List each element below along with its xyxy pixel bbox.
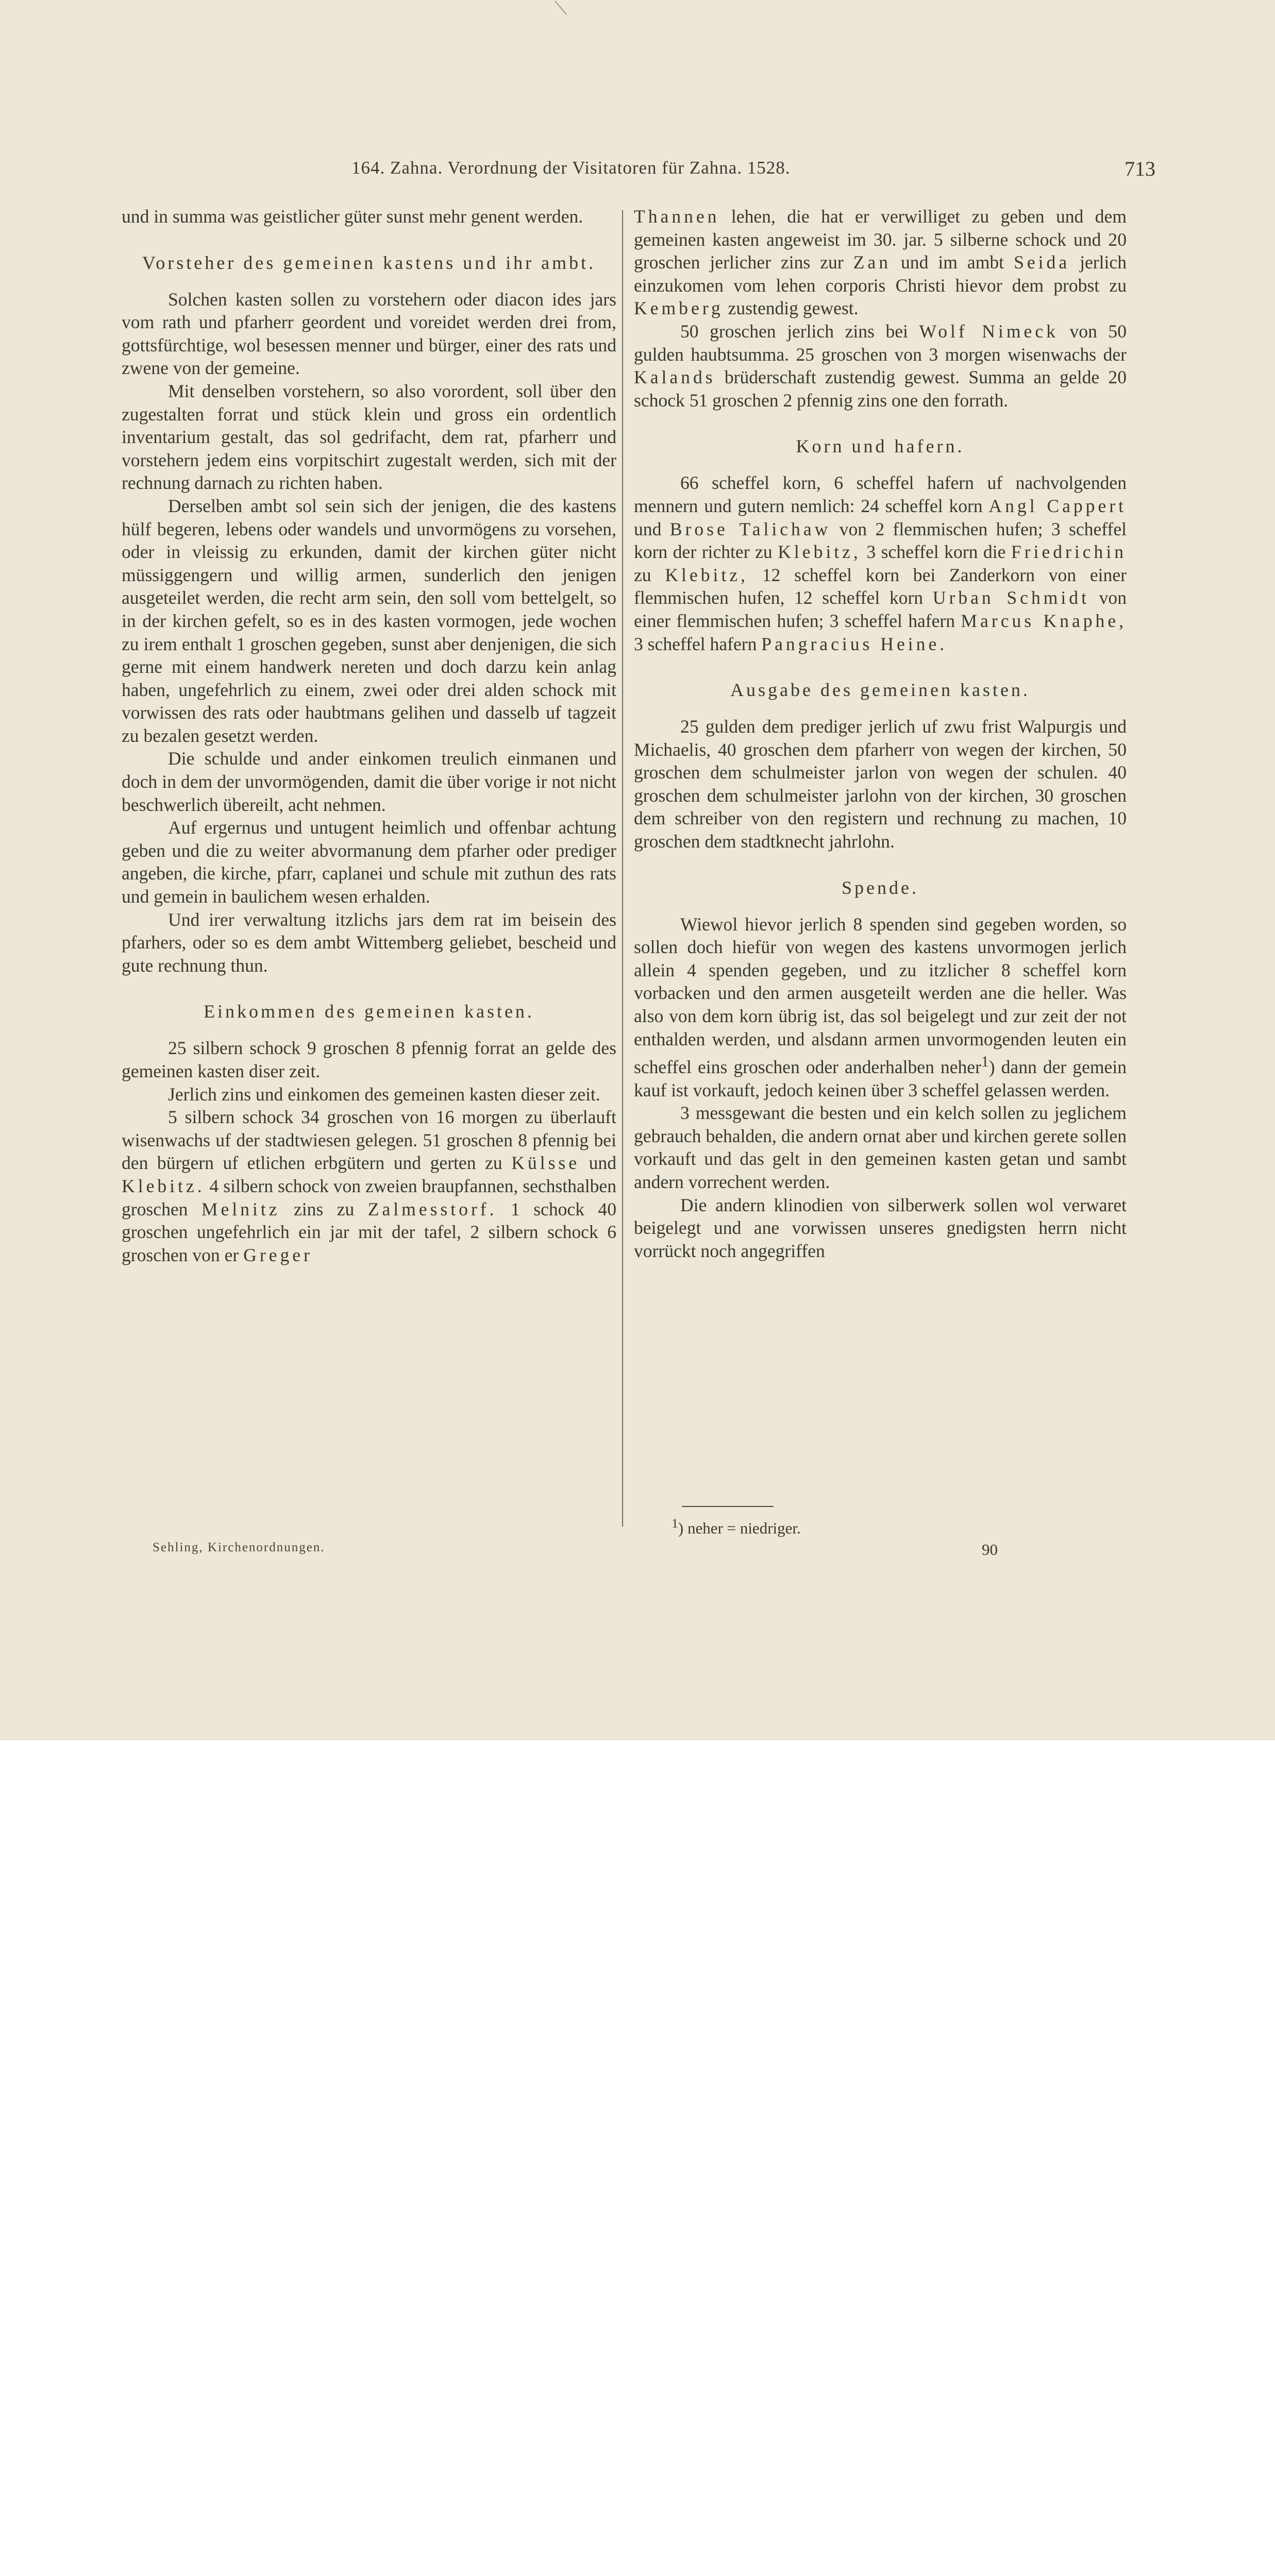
paragraph: 25 silbern schock 9 groschen 8 pfennig forrat an gelde des gemeinen kasten diser zeit. bbox=[122, 1038, 616, 1081]
paragraph bbox=[634, 913, 1127, 1102]
text-run: von 50 gulden haubtsumma. 25 groschen von 3 morgen wisenwachs der bbox=[634, 320, 1127, 365]
left-column bbox=[122, 205, 616, 1266]
paragraph: Die andern klinodien von silberwerk sollen wol verwaret beigelegt und ane vorwissen unseres gnedigsten herrn nicht vorrückt noch angegriffen bbox=[634, 1194, 1127, 1261]
running-header bbox=[120, 154, 1155, 184]
person-name: Pangracius Heine. bbox=[761, 633, 948, 654]
section-heading: Ausgabe des gemeinen kasten. bbox=[730, 680, 1030, 701]
footnote-number: 1 bbox=[672, 1516, 678, 1531]
text-run: zins zu bbox=[280, 1198, 368, 1219]
paragraph: 3 messgewant die besten und ein kelch sollen zu jeglichem gebrauch behalden, die andern ornat aber und kirchen gerete sollen vorkauft und das gelt in den gemeinen kasten getan und sambt andern vorrechent werden. bbox=[634, 1103, 1127, 1193]
text-run: 12 scheffel korn bei Zanderkorn von einer flemmischen hufen, 12 scheffel korn bbox=[634, 564, 1127, 608]
text-run: von einer flemmischen hufen; 3 scheffel hafern bbox=[634, 587, 1127, 631]
text-run: und im ambt bbox=[891, 252, 1014, 273]
publisher-line: Sehling, Kirchenordnungen. bbox=[153, 1540, 325, 1554]
text-run: ) dann der gemein kauf ist vorkauft, jedoch keinen über 3 scheffel gelassen werden. bbox=[634, 1057, 1127, 1100]
paragraph: Die schulde und ander einkomen treulich einmanen und doch in dem der unvormögenden, damit die über vorige ir not nicht beschwerlich übereilt, acht nehmen. bbox=[122, 748, 616, 815]
paragraph: Mit denselben vorstehern, so also vorordent, soll über den zugestalten forrat und stück klein und gross ein ordentlich inventarium gestalt, das sol gedrifacht, dem rat, pfarherr und vorstehern jedem eins vorpitschirt zugestalt werden, sich mit der rechnung darnach zu richten haben. bbox=[122, 380, 616, 494]
text-run: brüderschaft zustendig gewest. Summa an gelde 20 schock 51 groschen 2 pfennig zins one den forrath. bbox=[634, 367, 1127, 411]
text-run: 50 groschen jerlich zins bei bbox=[680, 320, 919, 342]
paragraph: Solchen kasten sollen zu vorstehern oder diacon ides jars vom rath und pfarherr geordent und voreidet werden drei from, gottsfürchtige, wol besessen menner und bürger, einer des rats und zwene von der gemeine. bbox=[122, 289, 616, 379]
place-name: Klebitz, bbox=[778, 541, 861, 563]
person-name: Urban Schmidt bbox=[932, 587, 1089, 608]
place-name: Külsse bbox=[511, 1153, 580, 1174]
text-run: von 2 flemmischen hufen; 3 scheffel korn der richter zu bbox=[634, 518, 1127, 563]
text-run: lehen, die hat er verwilliget zu geben und dem gemeinen kasten angeweist im 30. jar. 5 silberne schock und 20 groschen jerlicher zins zur bbox=[634, 206, 1127, 273]
place-name: Klebitz, bbox=[665, 564, 748, 585]
person-name: Angl Cappert bbox=[988, 495, 1127, 516]
place-name: Melnitz bbox=[201, 1198, 280, 1219]
text-run: 3 scheffel hafern bbox=[634, 633, 762, 654]
column-divider bbox=[622, 210, 623, 1527]
person-name: Marcus Knaphe, bbox=[961, 610, 1127, 631]
footnote-rule bbox=[682, 1506, 774, 1507]
text-run: 1 schock 40 groschen ungefehrlich ein jar mit der tafel, 2 silbern schock 6 groschen von er bbox=[122, 1198, 616, 1265]
text-run: 5 silbern schock 34 groschen von 16 morgen zu überlauft wisenwachs uf der stadtwiesen gelegen. 51 groschen 8 pfennig bei den bürgern uf etlichen erbgütern und gerten zu bbox=[122, 1107, 616, 1174]
text-run: jerlich einzukomen vom lehen corporis Christi hievor dem probst zu bbox=[634, 252, 1127, 296]
place-name: Zan bbox=[853, 252, 891, 273]
text-run: und bbox=[634, 518, 670, 539]
footnote-text: ) neher = niedriger. bbox=[678, 1519, 801, 1537]
place-name: Zalmesstorf. bbox=[367, 1198, 497, 1219]
person-name: Wolf Nimeck bbox=[919, 320, 1059, 342]
place-name: Seida bbox=[1014, 252, 1070, 273]
paragraph: Auf ergernus und untugent heimlich und offenbar achtung geben und die zu weiter abvormanung dem pfarher oder prediger angeben, die kirche, pfarr, caplanei und schule mit zuthun des rats und gemein in baulichem wesen erhalden. bbox=[122, 817, 616, 907]
paragraph bbox=[634, 205, 1127, 320]
paragraph: Derselben ambt sol sein sich der jenigen, die des kastens hülf begeren, lebens oder wandels und unvormögens zu vorsehen, oder in vleissig zu erkunden, damit der kirchen güter nicht müssiggengern und willig armen, sunderlich den jenigen ausgeteilet werden, die recht arm sein, den soll vom bettelgelt, so in der kirchen gefelt, so es in des kasten vormogen, jede wochen zu irem enthalt 1 groschen gegeben, sunst aber denjenigen, die sich gerne mit einem handwerk nereten und doch darzu kein anlag haben, ungefehrlich zu einem, zwei oder drei alden schock mit vorwissen des rats oder haubtmans gelihen und dasselb uf tagzeit zu bezalen gesetzt werden. bbox=[122, 495, 616, 746]
paragraph: Und irer verwaltung itzlichs jars dem rat im beisein des pfarhers, oder so es dem ambt Wittemberg geliebet, bescheid und gute rechnung thun. bbox=[122, 909, 616, 976]
paragraph bbox=[634, 320, 1127, 412]
page-number: 713 bbox=[1125, 157, 1155, 180]
signature-mark: 90 bbox=[982, 1540, 998, 1558]
paragraph: Jerlich zins und einkomen des gemeinen kasten dieser zeit. bbox=[168, 1083, 600, 1105]
place-name: Kemberg bbox=[634, 298, 724, 319]
text-run: 4 silbern schock von zweien braupfannen, sechsthalben groschen bbox=[122, 1175, 616, 1219]
footnote-ref[interactable]: 1 bbox=[981, 1054, 989, 1071]
person-name: Thannen bbox=[634, 206, 720, 227]
header-title: 164. Zahna. Verordnung der Visitatoren für Zahna. 1528. bbox=[351, 158, 791, 178]
scan-mark-icon bbox=[553, 0, 568, 15]
section-heading: Vorsteher des gemeinen kastens und ihr ambt. bbox=[142, 252, 596, 273]
place-name: Klebitz. bbox=[122, 1175, 205, 1196]
paragraph: 25 gulden dem prediger jerlich uf zwu frist Walpurgis und Michaelis, 40 groschen dem pfarherr von wegen der kirchen, 50 groschen dem schulmeister jarlon von wegen der schulen. 40 groschen dem schulmeister jarlohn von der kirchen, 30 groschen dem schreiber von den registern und rechnung zu machen, 10 groschen dem stadtknecht jahrlohn. bbox=[634, 716, 1127, 852]
text-run: zu bbox=[634, 564, 665, 585]
text-run: 66 scheffel korn, 6 scheffel hafern uf nachvolgenden mennern und gutern nemlich: 24 scheffel korn bbox=[634, 472, 1127, 516]
right-column bbox=[634, 205, 1127, 1262]
viewer-footer bbox=[0, 1740, 1275, 1818]
paragraph bbox=[634, 471, 1127, 655]
text-run: Wiewol hievor jerlich 8 spenden sind gegeben worden, so sollen doch hiefür von wegen des kastens unvormogen jerlich allein 4 spenden gegeben, und zu itzlicher 8 scheffel korn vorbacken und den armen ausgeteilt werden ane die heller. Was also von dem korn übrig ist, das sol beigelegt und zur zeit der not enthalden werden, und alsdann armen unvormogenden leuten ein scheffel eins groschen oder anderhalben neher bbox=[634, 913, 1127, 1078]
person-name: Brose Talichaw bbox=[669, 518, 831, 539]
section-heading: Korn und hafern. bbox=[796, 436, 965, 457]
section-heading: Spende. bbox=[842, 877, 919, 898]
person-name: Greger bbox=[243, 1244, 313, 1265]
text-run: und bbox=[580, 1153, 616, 1174]
paragraph: und in summa was geistlicher güter sunst mehr genent werden. bbox=[122, 206, 583, 227]
person-name: Friedrichin bbox=[1011, 541, 1127, 563]
section-heading: Einkommen des gemeinen kasten. bbox=[204, 1001, 534, 1022]
paragraph bbox=[122, 1106, 616, 1266]
person-name: Kalands bbox=[634, 367, 716, 388]
footnote bbox=[672, 1516, 801, 1537]
text-run: 3 scheffel korn die bbox=[861, 541, 1011, 563]
text-run: zustendig gewest. bbox=[723, 298, 859, 319]
